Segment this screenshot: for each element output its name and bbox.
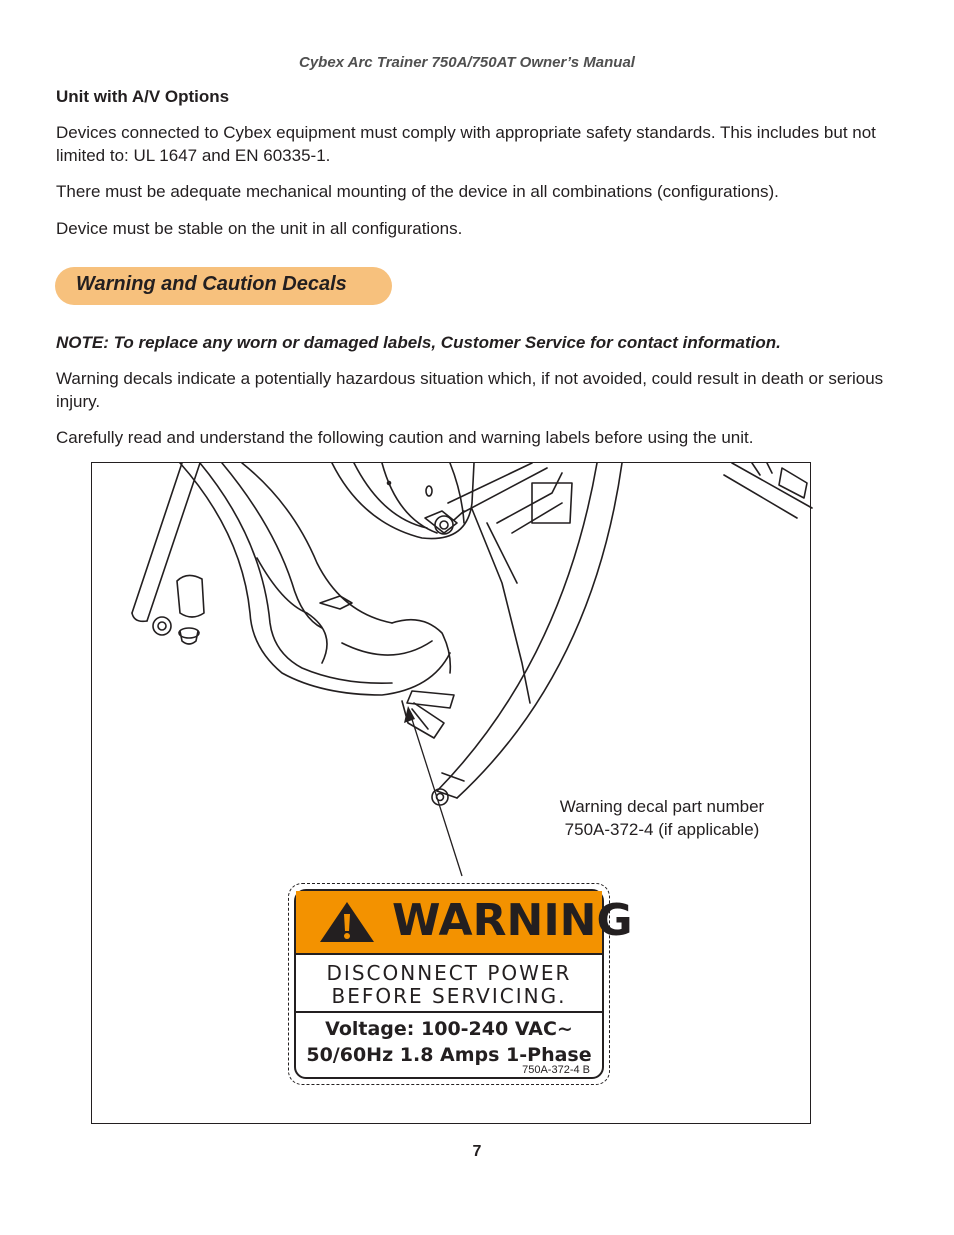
- callout-line-2: 750A-372-4 (if applicable): [564, 820, 760, 839]
- warning-triangle-icon: [318, 900, 376, 944]
- decals-section-title: Warning and Caution Decals: [76, 273, 347, 295]
- decal-rating: [296, 1016, 602, 1068]
- decal-body: [294, 889, 633, 1079]
- av-paragraph-3: Device must be stable on the unit in all configurations.: [56, 219, 463, 238]
- decal-message: [296, 955, 602, 1013]
- decal-part-code: 750A-372-4 B: [522, 1064, 590, 1076]
- warning-decal: [288, 883, 633, 1085]
- running-header: Cybex Arc Trainer 750A/750AT Owner’s Manual: [299, 54, 635, 71]
- decal-callout: [512, 795, 812, 841]
- rating-line-2: 50/60Hz 1.8 Amps 1-Phase: [306, 1044, 592, 1066]
- decals-paragraph-1: Warning decals indicate a potentially hazardous situation which, if not avoided, could result in death or serious injury.: [56, 369, 884, 411]
- av-paragraph-1: Devices connected to Cybex equipment must comply with appropriate safety standards. This includes but not limited to: UL 1647 and EN 60335-1.: [56, 123, 876, 165]
- section-heading-pill: [55, 267, 392, 305]
- replacement-note: NOTE: To replace any worn or damaged labels, Customer Service for contact information.: [56, 333, 781, 352]
- message-line-2: BEFORE SERVICING.: [331, 984, 567, 1008]
- av-options-heading: Unit with A/V Options: [56, 87, 230, 106]
- message-line-1: DISCONNECT POWER: [326, 961, 572, 985]
- signal-word: WARNING: [392, 895, 633, 946]
- callout-line-1: Warning decal part number: [559, 797, 765, 816]
- decal-header: [296, 891, 633, 955]
- page-number: 7: [472, 1143, 482, 1160]
- decals-paragraph-2: Carefully read and understand the following caution and warning labels before using the unit.: [56, 428, 754, 447]
- rating-line-1: Voltage: 100-240 VAC~: [325, 1018, 573, 1040]
- av-paragraph-2: There must be adequate mechanical mounting of the device in all combinations (configurations).: [56, 182, 779, 201]
- decal-location-figure: [91, 462, 811, 1124]
